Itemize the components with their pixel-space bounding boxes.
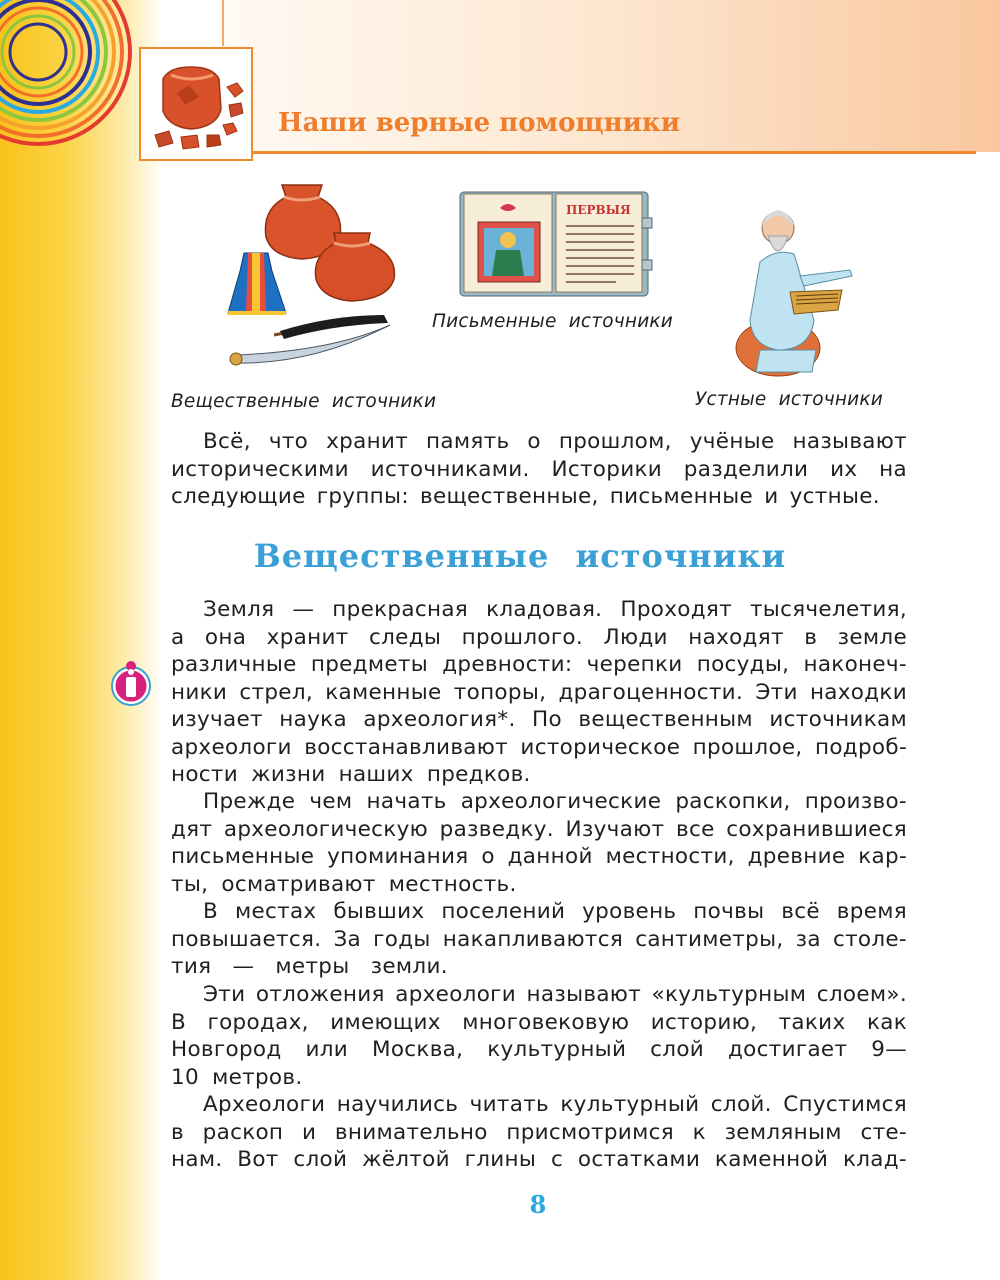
body-paragraph bbox=[171, 981, 907, 1091]
body-line: Эти отложения археологи называют «культурным слоем». bbox=[203, 982, 907, 1007]
curved-saber bbox=[230, 315, 390, 365]
body-line: 10 метров. bbox=[171, 1064, 303, 1090]
section-heading: Вещественные источники bbox=[253, 537, 787, 575]
oral-sources-illustration bbox=[730, 200, 870, 380]
body-line: повышается. За годы накапливаются сантиметры, за столе- bbox=[171, 926, 907, 952]
body-line: нам. Вот слой жёлтой глины с остатками каменной клад- bbox=[171, 1147, 907, 1172]
body-line: изучает наука археология*. По вещественным источникам bbox=[171, 707, 907, 732]
intro-line: следующие группы: вещественные, письменные и устные. bbox=[171, 484, 880, 509]
intro-line: историческими источниками. Историки разделили их на bbox=[171, 456, 907, 482]
body-line: Прежде чем начать археологические раскопки, произво- bbox=[203, 789, 907, 814]
body-paragraph bbox=[171, 898, 907, 981]
intro-paragraph bbox=[171, 428, 907, 511]
body-line: а она хранит следы прошлого. Люди находят в земле bbox=[171, 624, 907, 650]
body-line: различные предметы древности: черепки посуды, наконеч- bbox=[171, 652, 907, 677]
body-line: Земля — прекрасная кладовая. Проходят тысячелетия, bbox=[203, 597, 907, 622]
intro-line: Всё, что хранит память о прошлом, учёные называют bbox=[203, 429, 907, 454]
body-line: В местах бывших поселений уровень почвы всё время bbox=[203, 899, 907, 924]
header-underline bbox=[252, 151, 976, 154]
section-icon-pottery bbox=[139, 47, 253, 161]
written-sources-illustration bbox=[456, 188, 656, 300]
body-line: письменные упоминания о данной местности, древние кар- bbox=[171, 844, 907, 869]
body-paragraph bbox=[171, 788, 907, 898]
pottery-shards-icon bbox=[141, 49, 251, 159]
body-line: Новгород или Москва, культурный слой достигает 9— bbox=[171, 1037, 907, 1062]
info-icon bbox=[111, 660, 151, 706]
header-divider-vertical bbox=[222, 0, 224, 46]
body-line: ности жизни наших предков. bbox=[171, 762, 531, 787]
folk-dress bbox=[228, 253, 286, 315]
material-sources-illustration bbox=[222, 175, 402, 380]
book-heading-text: ПЕРВЫЯ bbox=[566, 203, 631, 217]
body-line: ники стрел, каменные топоры, драгоценности. Эти находки bbox=[171, 679, 907, 705]
left-decorative-band bbox=[0, 0, 160, 1280]
oral-sources-caption: Устные источники bbox=[695, 389, 884, 410]
material-sources-caption: Вещественные источники bbox=[171, 391, 437, 412]
section-title: Наши верные помощники bbox=[278, 108, 680, 138]
body-line: ты, осматривают местность. bbox=[171, 871, 517, 897]
body-paragraph bbox=[171, 596, 907, 789]
body-line: Археологи научились читать культурный слой. Спустимся bbox=[203, 1092, 907, 1117]
written-sources-caption: Письменные источники bbox=[432, 311, 674, 332]
body-line: в раскоп и внимательно присмотримся к земляным сте- bbox=[171, 1119, 907, 1145]
page-number: 8 bbox=[529, 1190, 547, 1219]
body-line: В городах, имеющих многовековую историю, таких как bbox=[171, 1009, 907, 1035]
body-line: тия — метры земли. bbox=[171, 954, 448, 979]
decorative-rings bbox=[0, 0, 135, 150]
body-paragraph bbox=[171, 1091, 907, 1174]
body-line: дят археологическую разведку. Изучают все сохранившиеся bbox=[171, 816, 907, 842]
body-line: археологи восстанавливают историческое прошлое, подроб- bbox=[171, 734, 907, 760]
